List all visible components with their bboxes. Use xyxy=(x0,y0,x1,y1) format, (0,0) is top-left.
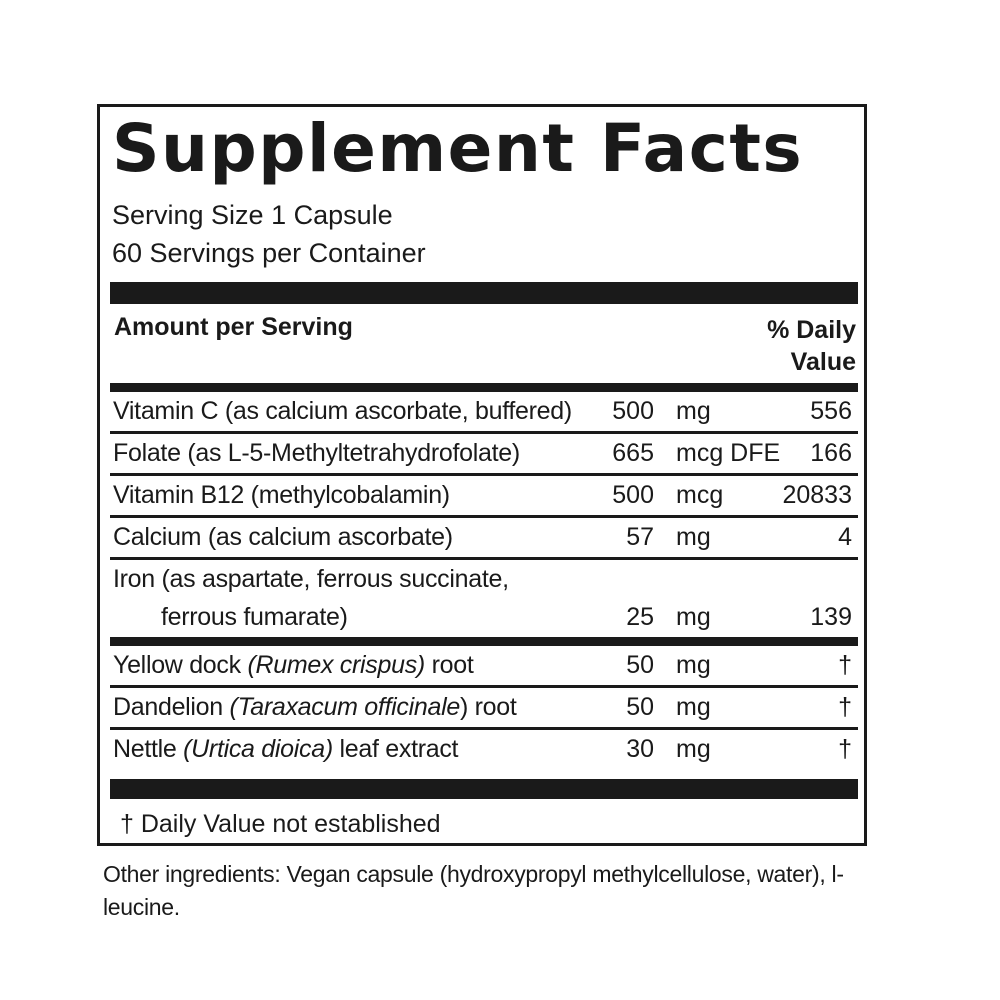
nutrient-qty: 500 xyxy=(612,397,654,425)
nutrient-row-folate xyxy=(110,434,858,476)
botanical-latin-name: (Rumex crispus) xyxy=(247,651,425,679)
nutrient-dv: 556 xyxy=(810,397,852,425)
nutrient-qty: 57 xyxy=(626,523,654,551)
serving-size: Serving Size 1 Capsule xyxy=(112,200,393,230)
botanical-dv: † xyxy=(838,651,852,679)
nutrient-qty: 500 xyxy=(612,481,654,509)
botanical-qty: 50 xyxy=(626,651,654,679)
nutrient-dv: 20833 xyxy=(782,481,852,509)
supplement-facts-panel xyxy=(97,104,867,846)
nutrient-unit: mg xyxy=(676,397,711,425)
nutrient-name: Vitamin B12 (methylcobalamin) xyxy=(113,481,450,509)
botanical-dv: † xyxy=(838,693,852,721)
nutrient-dv: 166 xyxy=(810,439,852,467)
daily-value-header xyxy=(767,314,856,378)
nutrient-unit: mg xyxy=(676,603,711,631)
other-ingredients: Other ingredients: Vegan capsule (hydroxypropyl methylcellulose, water), l-leucine. xyxy=(103,861,844,920)
nutrient-name-line2: ferrous fumarate) xyxy=(161,603,348,631)
daily-value-footnote: † Daily Value not established xyxy=(120,810,441,838)
botanical-qty: 30 xyxy=(626,735,654,763)
botanical-row-yellow-dock xyxy=(110,646,858,688)
botanical-name-pre: Nettle xyxy=(113,735,184,763)
daily-value-header-line1: % Daily xyxy=(767,316,856,344)
nutrient-qty: 25 xyxy=(626,603,654,631)
botanical-row-nettle xyxy=(110,730,858,768)
nutrient-name: Folate (as L-5-Methyltetrahydrofolate) xyxy=(113,439,520,467)
botanical-name-pre: Dandelion xyxy=(113,693,230,721)
botanical-name-post: root xyxy=(424,651,474,679)
nutrient-rows xyxy=(110,392,858,640)
panel-title: Supplement Facts xyxy=(112,110,804,187)
nutrient-qty: 665 xyxy=(612,439,654,467)
botanical-latin-name: (Taraxacum officinale xyxy=(229,693,460,721)
column-header-row xyxy=(112,310,856,382)
daily-value-header-line2: Value xyxy=(790,348,856,376)
thick-divider-top xyxy=(110,282,858,304)
botanical-latin-name: (Urtica dioica) xyxy=(183,735,333,763)
nutrient-unit: mg xyxy=(676,523,711,551)
botanical-name xyxy=(113,691,517,723)
botanical-unit: mg xyxy=(676,651,711,679)
nutrient-row-vitamin-c xyxy=(110,392,858,434)
amount-per-serving-header: Amount per Serving xyxy=(114,313,353,341)
nutrient-unit: mcg xyxy=(676,481,724,509)
botanical-qty: 50 xyxy=(626,693,654,721)
nutrient-dv: 4 xyxy=(838,523,852,551)
thick-divider-bottom xyxy=(110,779,858,799)
botanical-row-dandelion xyxy=(110,688,858,730)
nutrient-row-calcium xyxy=(110,518,858,560)
botanical-unit: mg xyxy=(676,693,711,721)
thick-divider-botanicals xyxy=(110,637,858,646)
nutrient-dv: 139 xyxy=(810,603,852,631)
nutrient-name-line1: Iron (as aspartate, ferrous succinate, xyxy=(113,565,509,593)
botanical-name xyxy=(113,733,458,765)
botanical-name-post: ) root xyxy=(459,693,517,721)
botanical-name xyxy=(113,649,473,681)
servings-per-container: 60 Servings per Container xyxy=(112,238,426,268)
nutrient-unit: mcg DFE xyxy=(676,439,781,467)
nutrient-name: Vitamin C (as calcium ascorbate, buffered) xyxy=(113,397,572,425)
medium-divider xyxy=(110,383,858,392)
botanical-name-pre: Yellow dock xyxy=(113,651,248,679)
botanical-rows xyxy=(110,646,858,768)
botanical-name-post: leaf extract xyxy=(332,735,459,763)
botanical-unit: mg xyxy=(676,735,711,763)
nutrient-row-iron xyxy=(110,560,858,640)
nutrient-row-vitamin-b12 xyxy=(110,476,858,518)
nutrient-name: Calcium (as calcium ascorbate) xyxy=(113,523,453,551)
botanical-dv: † xyxy=(838,735,852,763)
